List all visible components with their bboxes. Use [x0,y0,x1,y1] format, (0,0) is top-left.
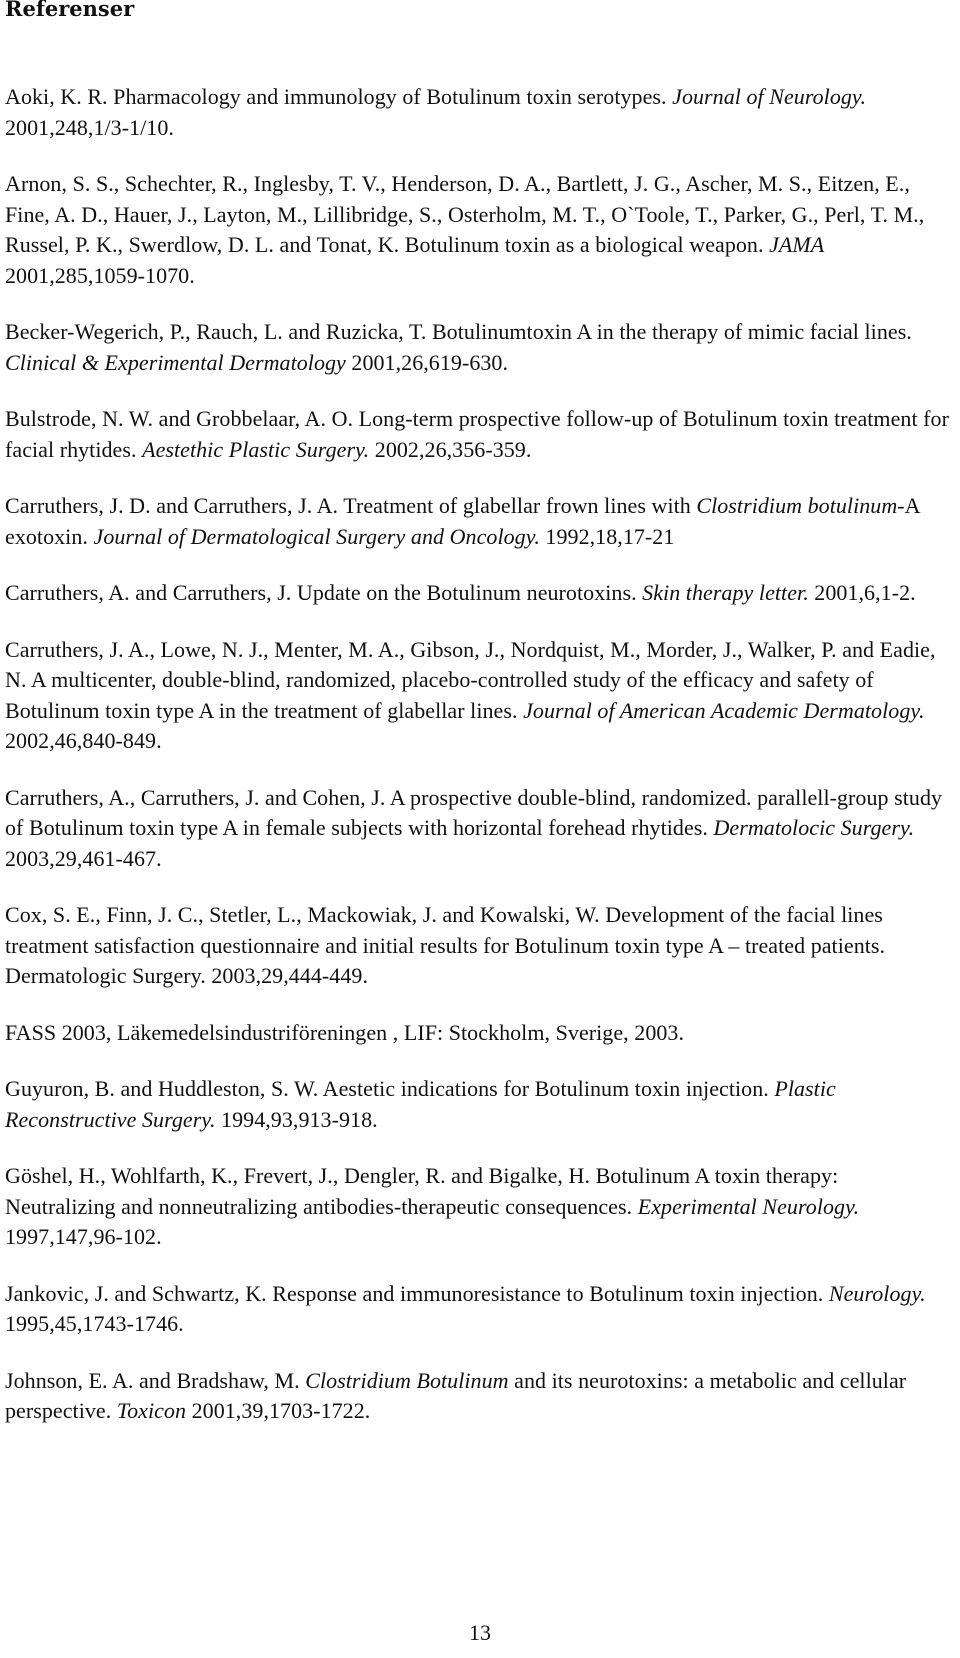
reference-list [5,82,953,1453]
reference-italic-segment: Dermatolocic Surgery. [713,815,915,840]
reference-text-segment: 1997,147,96-102. [5,1224,162,1249]
reference-text-segment: Cox, S. E., Finn, J. C., Stetler, L., Mackowiak, J. and Kowalski, W. Development of the facial lines treatment satisfaction questionnaire and initial results for Botulinum toxin type A – treated patients. Dermatologic Surgery. 2003,29,444-449. [5,902,886,988]
reference-italic-segment: Experimental Neurology. [637,1193,860,1219]
reference-italic-segment: JAMA [769,232,825,257]
reference-entry [5,82,953,143]
reference-entry [5,1161,953,1253]
reference-entry [5,317,953,378]
reference-text-segment: 2001,248,1/3-1/10. [5,114,174,140]
reference-entry [5,900,953,992]
reference-text-segment: Göshel, H., Wohlfarth, K., Frevert, J., Dengler, R. and Bigalke, H. Botulinum A toxin therapy: Neutralizing and nonneutralizing antibodies-therapeutic consequences. [5,1163,839,1219]
reference-entry [5,404,953,465]
section-heading: Referenser [5,0,135,21]
reference-text-segment: 2001,285,1059-1070. [5,262,195,288]
reference-italic-segment: Journal of American Academic Dermatology. [523,697,925,723]
reference-text-segment: and its neurotoxins: a metabolic and cellular perspective. [5,1367,907,1423]
reference-text-segment: Jankovic, J. and Schwartz, K. Response and immunoresistance to Botulinum toxin injection. [5,1280,829,1306]
reference-italic-segment: Clostridium botulinum [696,493,898,518]
reference-italic-segment: Clinical & Experimental Dermatology [5,349,346,375]
reference-entry [5,491,953,552]
reference-text-segment: FASS 2003, Läkemedelsindustriföreningen , LIF: Stockholm, Sverige, 2003. [5,1019,685,1045]
reference-text-segment: 1992,18,17-21 [539,523,675,549]
reference-italic-segment: Clostridium Botulinum [305,1367,509,1393]
reference-text-segment: 2001,39,1703-1722. [186,1398,371,1423]
reference-text-segment: Carruthers, J. D. and Carruthers, J. A. Treatment of glabellar frown lines with [5,493,697,518]
reference-italic-segment: Aestethic Plastic Surgery. [142,436,370,462]
reference-text-segment: 2002,26,356-359. [369,436,532,462]
reference-text-segment: 2002,46,840-849. [5,728,162,753]
reference-text-segment: 2003,29,461-467. [5,845,162,871]
page-number: 13 [469,1620,491,1645]
reference-entry [5,1279,953,1340]
reference-text-segment: 2001,6,1-2. [808,580,916,605]
reference-text-segment: Guyuron, B. and Huddleston, S. W. Aestetic indications for Botulinum toxin injection. [5,1076,775,1101]
reference-italic-segment: Plastic Reconstructive Surgery. [5,1076,836,1132]
reference-entry [5,169,953,291]
reference-text-segment: Arnon, S. S., Schechter, R., Inglesby, T. V., Henderson, D. A., Bartlett, J. G., Ascher, M. S., Eitzen, E., Fine, A. D., Hauer, J., Layton, M., Lillibridge, S., Osterholm, M. T., O`Toole, T., Parker, G., Perl, T. M., Russel, P. K., Swerdlow, D. L. and Tonat, K. Botulinum toxin as a biological weapon. [5,171,925,257]
reference-italic-segment: Journal of Dermatological Surgery and Oncology. [93,523,540,549]
reference-entry [5,1074,953,1135]
reference-text-segment: 1994,93,913-918. [215,1106,378,1132]
reference-text-segment: Carruthers, A., Carruthers, J. and Cohen, J. A prospective double-blind, randomized. parallell-group study of Botulinum toxin type A in female subjects with horizontal forehead rhytides. [5,784,943,840]
reference-text-segment: Bulstrode, N. W. and Grobbelaar, A. O. Long-term prospective follow-up of Botulinum toxin treatment for facial rhytides. [5,406,949,462]
reference-entry [5,635,953,757]
reference-text-segment: Carruthers, J. A., Lowe, N. J., Menter, M. A., Gibson, J., Nordquist, M., Morder, J., Walker, P. and Eadie, N. A multicenter, double-blind, randomized, placebo-controlled study of the efficacy and safety of Botulinum toxin type A in the treatment of glabellar lines. [5,636,936,723]
reference-text-segment: Carruthers, A. and Carruthers, J. Update on the Botulinum neurotoxins. [5,580,643,605]
reference-italic-segment: Journal of Neurology. [672,84,867,109]
reference-text-segment: 2001,26,619-630. [345,349,509,375]
reference-italic-segment: Skin therapy letter. [642,580,809,605]
reference-text-segment: Johnson, E. A. and Bradshaw, M. [5,1367,306,1393]
reference-text-segment: Aoki, K. R. Pharmacology and immunology of Botulinum toxin serotypes. [5,84,673,109]
reference-entry [5,783,953,875]
reference-entry [5,578,953,609]
reference-entry [5,1366,953,1427]
reference-italic-segment: Toxicon [116,1398,187,1423]
reference-entry [5,1018,953,1049]
reference-italic-segment: Neurology. [828,1280,926,1306]
reference-text-segment: -A exotoxin. [5,493,920,549]
reference-text-segment: 1995,45,1743-1746. [5,1311,184,1336]
reference-text-segment: Becker-Wegerich, P., Rauch, L. and Ruzicka, T. Botulinumtoxin A in the therapy of mimic facial lines. [5,319,912,344]
